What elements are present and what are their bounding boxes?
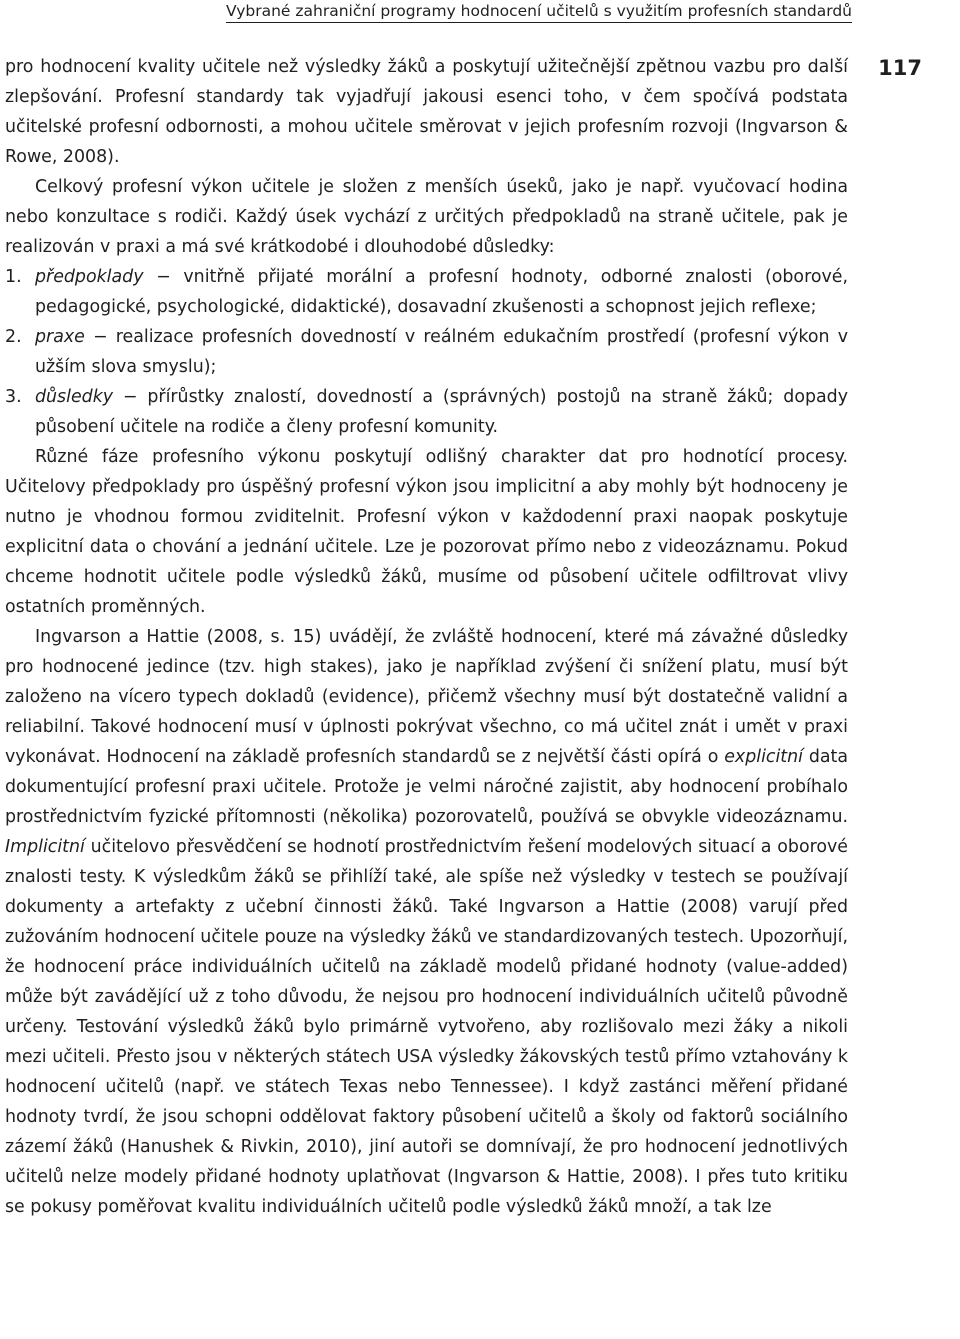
paragraph-4-part-3: učitelovo přesvědčení se hodnotí prostřednictvím řešení modelových situací a oborové znalosti testy. K výsledkům žáků se přihlíží také, ale spíše než výsledky v testech se používají dokumenty a artefakty z učební činnosti žáků. Také Ingvarson a Hattie (2008) varují před zužováním hodnocení učitele pouze na výsledky žáků ve standardizovaných testech. Upozorňují, že hodnocení práce individuálních učitelů na základě modelů přidané hodnoty (value-added) může být zavádějící už z toho důvodu, že nejsou pro hodnocení individuálních učitelů původně určeny. Testování výsledků žáků bylo primárně vytvořeno, aby rozlišovalo mezi žáky a nikoli mezi učiteli. Přesto jsou v některých státech USA výsledky žákovských testů přímo vztahovány k hodnocení učitelů (např. ve státech Texas nebo Tennessee). I když zastánci měření přidané hodnoty tvrdí, že jsou schopni oddělovat faktory působení učitelů a školy od faktorů sociálního zázemí žáků (Hanushek & Rivkin, 2010), jiní autoři se domnívají, že pro hodnocení jednotlivých učitelů nelze modely přidané hodnoty uplatňovat (Ingvarson & Hattie, 2008). I přes tuto kritiku se pokusy poměřovat kvalitu individuálních učitelů podle výsledků žáků množí, a tak lze — [5, 837, 848, 1217]
list-item-3 — [5, 382, 848, 442]
paragraph-1: pro hodnocení kvality učitele než výsledky žáků a poskytují užitečnější zpětnou vazbu pro další zlepšování. Profesní standardy tak vyjadřují jakousi esenci toho, v čem spočívá podstata učitelské profesní odbornosti, a mohou učitele směrovat v jejich profesním rozvoji (Ingvarson & Rowe, 2008). — [5, 57, 848, 167]
list-term: předpoklady — [35, 267, 144, 287]
paragraph-2: Celkový profesní výkon učitele je složen z menších úseků, jako je např. vyučovací hodina nebo konzultace s rodiči. Každý úsek vychází z určitých předpokladů na straně učitele, pak je realizován v praxi a má své krátkodobé i dlouhodobé důsledky: — [5, 177, 848, 257]
list-number: 1. — [5, 267, 22, 287]
emphasis-implicit: Implicitní — [5, 837, 85, 857]
list-number: 2. — [5, 327, 22, 347]
list-body — [35, 322, 848, 382]
paragraph-3: Různé fáze profesního výkonu poskytují odlišný charakter dat pro hodnotící procesy. Učitelovy předpoklady pro úspěšný profesní výkon jsou implicitní a aby mohly být hodnoceny je nutno je vhodnou formou zviditelnit. Profesní výkon v každodenní praxi naopak poskytuje explicitní data o chování a jednání učitele. Lze je pozorovat přímo nebo z videozáznamu. Pokud chceme hodnotit učitele podle výsledků žáků, musíme od působení učitele odfiltrovat vlivy ostatních proměnných. — [5, 447, 848, 617]
page-number: 117 — [878, 56, 922, 80]
list-body — [35, 262, 848, 322]
paragraph-4-part-2: data dokumentující profesní praxi učitele. Protože je velmi náročné zajistit, aby hodnocení probíhalo prostřednictvím fyzické přítomnosti (několika) pozorovatelů, používá se obvykle videozáznamu. — [5, 747, 848, 827]
list-number: 3. — [5, 387, 22, 407]
list-item-1 — [5, 262, 848, 322]
list-term: praxe — [35, 327, 85, 347]
list-text: − přírůstky znalostí, dovedností a (správných) postojů na straně žáků; dopady působení učitele na rodiče a členy profesní komunity. — [35, 387, 848, 437]
list-text: − vnitřně přijaté morální a profesní hodnoty, odborné znalosti (oborové, pedagogické, psychologické, didaktické), dosavadní zkušenosti a schopnost jejich reflexe; — [35, 267, 848, 317]
running-head: Vybrané zahraniční programy hodnocení učitelů s využitím profesních standardů — [226, 2, 852, 23]
list-body — [35, 382, 848, 442]
paragraph-4-part-1: Ingvarson a Hattie (2008, s. 15) uvádějí, že zvláště hodnocení, které má závažné důsledky pro hodnocené jedince (tzv. high stakes), jako je například zvýšení či snížení platu, musí být založeno na vícero typech dokladů (evidence), přičemž všechny musí být dostatečně validní a reliabilní. Takové hodnocení musí v úplnosti pokrývat všechno, co má učitel znát i umět v praxi vykonávat. Hodnocení na základě profesních standardů se z největší části opírá o — [5, 627, 848, 767]
list-item-2 — [5, 322, 848, 382]
list-text: − realizace profesních dovedností v reálném edukačním prostředí (profesní výkon v užším slova smyslu); — [35, 327, 848, 377]
emphasis-explicit: explicitní — [724, 747, 803, 767]
list-term: důsledky — [35, 387, 114, 407]
paragraph-4 — [5, 622, 848, 1222]
body-text — [5, 52, 848, 1222]
